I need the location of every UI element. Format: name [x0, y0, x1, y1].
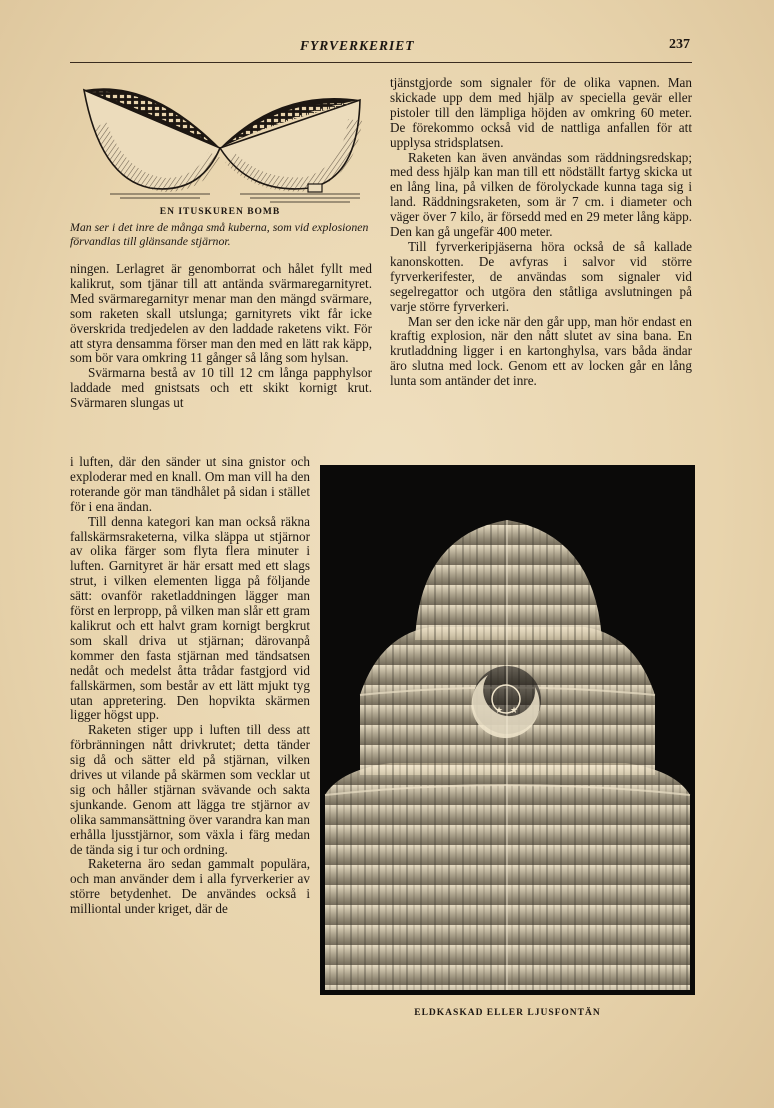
header-rule	[70, 62, 692, 63]
ground-shading	[110, 194, 360, 202]
paragraph: ningen. Lerlagret är genomborrat och hålet fyllt med kalikrut, som tjänar till att antända svärmaregarnityret. Med svärmaregarnityr menar man den mängd svärmare, som raketen skall utslunga; garnityrets vikt får icke överskrida tredjedelen av den laddade raketens vikt. För att styra densamma förser man den med en lätt rak käpp, som bör vara omkring 11 gånger så lång som hylsan.	[70, 261, 372, 366]
right-shell-half	[220, 98, 360, 192]
paragraph: tjänstgjorde som signaler för de olika vapnen. Man skickade upp dem med hjälp av speciella gevär eller pistoler till den lämpliga höjden av omkring 60 meter. De förekommo också vid de nattliga anfallen för att upplysa stridsplatsen.	[390, 75, 692, 150]
paragraph: Raketen stiger upp i luften till dess att förbränningen nått drivkrutet; detta tänder sig då och sätter eld på stjärnan, vilken drives ut vilande på skärmen som vecklar ut sig och håller stjärnan svävande och sakta sjunkande. Genom att lägga tre stjärnor av olika sammansättning över varandra kan man erhålla ljusstjärnor, som växla i färg medan de tända sig i tur och ordning.	[70, 722, 310, 857]
fountain-illustration	[320, 465, 695, 995]
svg-text:★: ★	[495, 706, 504, 716]
fountain-figure-label: ELDKASKAD ELLER LJUSFONTÄN	[414, 1008, 601, 1018]
svg-text:★: ★	[510, 706, 519, 716]
paragraph: Man ser den icke när den går upp, man hör endast en kraftig explosion, när den nått slutet av sina bana. En krutladdning ligger i en kartonghylsa, vars båda ändar äro slutna med lock. Genom ett av locken går en lång lunta som antänder det inre.	[390, 313, 692, 389]
paragraph: Svärmarna bestå av 10 till 12 cm långa papphylsor laddade med gnistsats och ett skikt kornigt krut. Svärmaren slungas ut	[70, 365, 372, 411]
right-column	[390, 76, 692, 389]
left-column-narrow	[70, 455, 310, 917]
running-header: FYRVERKERIET	[300, 38, 415, 53]
paragraph: i luften, där den sänder ut sina gnistor och exploderar med en knall. Om man vill ha den roterande gör man tändhålet på sidan i stället för i ena ändan.	[70, 454, 310, 514]
paragraph: Till denna kategori kan man också räkna fallskärmsraketerna, vilka släppa ut stjärnor av olika färger som flyta flera minuter i luften. Garnityret är här ersatt med ett slags strut, i vilken elementen ligga på följande sätt: ovanför raketladdningen lägger man först en lerpropp, på vilken man slår ett gram kalikrut och ett halvt gram kornigt bergkrut som skall driva ut stjärnan; därovanpå kommer den fasta stjärnan med tändsatsen nedåt och medelst åtta trådar fastgjord vid fallskärmen, som består av ett lätt mjukt tyg utan appretering. Den hopvikta skärmen ligger högst upp.	[70, 513, 310, 723]
paragraph: Raketerna äro sedan gammalt populära, och man använder dem i alla fyrverkerier av större betydenhet. De användes också i milliontal under kriget, där de	[70, 856, 310, 917]
left-column-top	[70, 262, 372, 411]
bomb-illustration	[70, 70, 370, 210]
left-shell-half	[84, 88, 220, 189]
paragraph: Raketen kan även användas som räddningsredskap; med dess hjälp kan man till ett nödställt fartyg skicka ut en lång lina, på vilken de förolyckade kunna taga sig i land. Räddningsraketen, som är 7 cm. i diameter och väger över 7 kilo, är försedd med en 29 meter lång käpp. Den kan gå ungefär 400 meter.	[390, 149, 692, 240]
paragraph: Till fyrverkeripjäserna höra också de så kallade kanonskotten. De avfyras i salvor vid större fyrverkerifester, de användas som signaler vid segelregattor och utgöra den ståtliga avslutningen på varje större fyrverkeri.	[390, 238, 692, 314]
bomb-figure-label: EN ITUSKUREN BOMB	[159, 207, 281, 217]
bomb-figure-caption: Man ser i det inre de många små kuberna, som vid explosionen förvandlas till glänsande stjärnor.	[70, 220, 369, 248]
page-number: 237	[669, 37, 690, 52]
